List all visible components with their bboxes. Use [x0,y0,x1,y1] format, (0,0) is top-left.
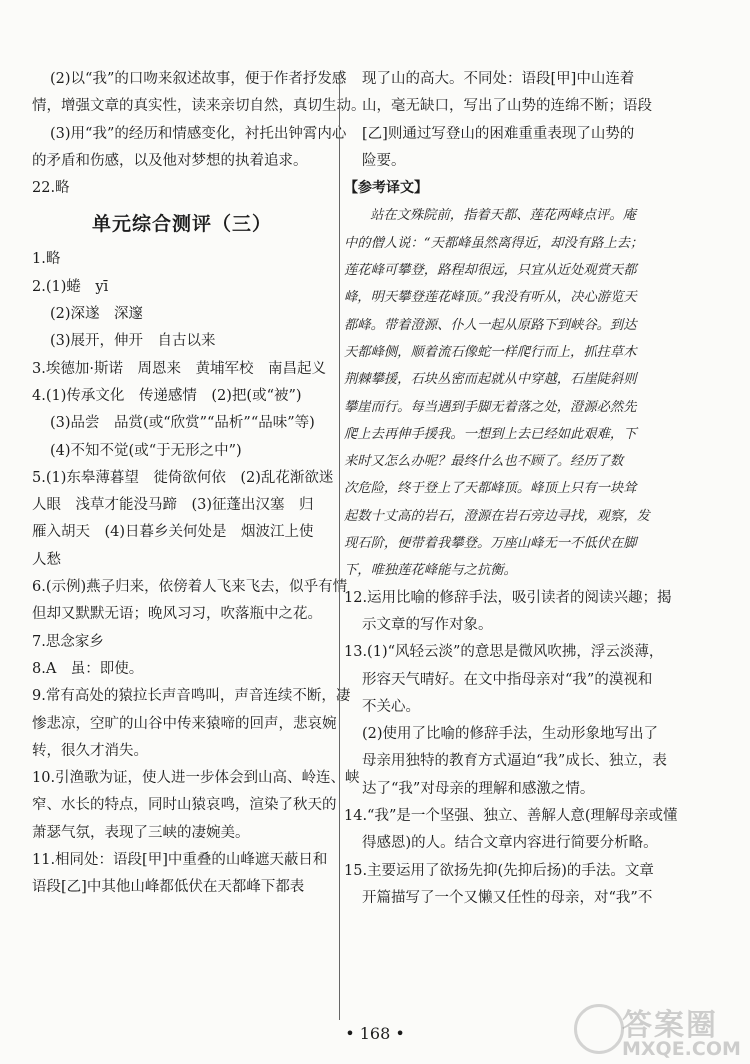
answer-line: 达了“我”对母亲的理解和感激之情。 [362,780,595,797]
answer-line: (2)使用了比喻的修辞手法，生动形象地写出了 [362,726,659,743]
translation-line: 都峰。带着澄源、仆人一起从原路下到峡谷。到达 [344,317,637,333]
section-title: 单元综合测评（三） [91,213,272,236]
watermark-url: MXQE.COM [622,1038,741,1060]
answer-line: 得感恩)的人。结合文章内容进行简要分析略。 [362,835,658,852]
watermark-logo-icon [574,1004,624,1054]
answer-line: 10.引渔歌为证，使人进一步体会到山高、岭连、峡 [32,770,360,787]
translation-line: 荆棘攀援，石块丛密而起就从中穿越，石崖陡斜则 [344,372,637,388]
answer-line: 险要。 [362,152,406,169]
translation-line: 天都峰侧，顺着流石像蛇一样爬行而上，抓拄草木 [344,344,637,360]
answer-line: 人眼 浅草才能没马蹄 (3)征蓬出汉塞 归 [32,497,314,514]
answer-line: 语段[乙]中其他山峰都低伏在天都峰下都表 [32,879,305,896]
translation-line: 起数十丈高的岩石，澄源在岩石旁边寻找，观察，发 [344,508,650,524]
answer-line: 母亲用独特的教育方式逼迫“我”成长、独立，表 [362,753,667,770]
answer-line: [乙]则通过写登山的困难重重表现了山势的 [362,125,635,142]
answer-line: 5.(1)东皋薄暮望 徙倚欲何依 (2)乱花渐欲迷 [32,469,334,486]
answer-line: 示文章的写作对象。 [362,616,493,633]
answer-line: 窄、水长的特点，同时山猿哀鸣，渲染了秋天的 [32,797,337,814]
translation-line: 峰，明天攀登莲花峰顶。”我没有听从，决心游览天 [344,290,637,306]
answer-line: 惨悲凉，空旷的山谷中传来猿啼的回声，悲哀婉 [32,715,337,732]
left-column [32,66,366,902]
answer-line: 4.(1)传承文化 传递感情 (2)把(或“被”) [32,387,302,404]
column-divider [339,72,340,1020]
translation-line: 中的僧人说：“天都峰虽然离得近，却没有路上去； [344,235,644,251]
answer-line: 开篇描写了一个又懒又任性的母亲，对“我”不 [362,889,653,906]
translation-line: 莲花峰可攀登，路程却很远，只宜从近处观赏天都 [344,263,637,279]
answer-line: 转，很久才消失。 [32,742,148,759]
answer-line: 的矛盾和伤感，以及他对梦想的执着追求。 [32,152,308,169]
translation-line: 现石阶，便带着我攀登。万座山峰无一不低伏在脚 [344,536,637,552]
answer-line: 但却又默默无语；晚风习习，吹落瓶中之花。 [32,606,322,623]
answer-line: 8.A 虽：即使。 [32,660,144,677]
answer-line: 不关心。 [362,698,420,715]
answer-line: 13.(1)“风轻云淡”的意思是微风吹拂，浮云淡薄， [344,644,664,661]
translation-line: 站在文殊院前，指着天都、莲花两峰点评。庵 [370,208,636,224]
answer-line: 雁入胡天 (4)日暮乡关何处是 烟波江上使 [32,524,314,541]
answer-line: 6.(示例)燕子归来，依傍着人飞来飞去，似乎有情 [32,579,348,596]
watermark [560,1000,750,1064]
translation-line: 爬上去再伸手援我。一想到上去已经如此艰难，下 [344,426,637,442]
answer-line: 形容天气晴好。在文中指母亲对“我”的漠视和 [362,671,653,688]
answer-line: 12.运用比喻的修辞手法，吸引读者的阅读兴趣；揭 [344,589,672,606]
watermark-text: 答案圈 [622,1008,718,1043]
answer-line: (3)展开，伸开 自古以来 [50,333,216,350]
answer-line: 22.略 [32,180,70,197]
translation-line: 次危险，终于登上了天都峰顶。峰顶上只有一块耸 [344,481,637,497]
answer-line: 14.“我”是一个坚强、独立、善解人意(理解母亲或懂 [344,808,678,825]
answer-line: 萧瑟气氛，表现了三峡的凄婉美。 [32,824,250,841]
answer-line: 人愁 [32,551,61,568]
right-column [344,66,729,912]
answer-line: 1.略 [32,251,61,268]
answer-line: (3)品尝 品赏(或“欣赏”“品析”“品味”等) [50,415,315,432]
answer-line: (2)以“我”的口吻来叙述故事，便于作者抒发感 [50,71,347,87]
answer-line: (4)不知不觉(或“于无形之中”) [50,442,242,459]
reference-translation-tag: 【参考译文】 [344,180,428,197]
answer-line: 2.(1)蜷 yī [32,278,109,295]
answer-line: 3.埃德加·斯诺 周恩来 黄埔军校 南昌起义 [32,360,326,377]
answer-line: 山，毫无缺口，写出了山势的连绵不断；语段 [362,98,652,115]
answer-line: 9.常有高处的猿拉长声音鸣叫，声音连续不断，凄 [32,688,351,705]
translation-line: 下，唯独莲花峰能与之抗衡。 [344,563,517,579]
answer-line: 7.思念家乡 [32,633,104,650]
answer-line: (3)用“我”的经历和情感变化，衬托出钟霄内心 [50,125,347,142]
answer-line: 11.相同处：语段[甲]中重叠的山峰遮天蔽日和 [32,852,328,869]
translation-line: 来时又怎么办呢？最终什么也不顾了。经历了数 [344,454,624,470]
answer-line: 15.主要运用了欲扬先抑(先抑后扬)的手法。文章 [344,862,654,879]
answer-line: 现了山的高大。不同处：语段[甲]中山连着 [362,71,635,87]
translation-line: 攀崖而行。每当遇到手脚无着落之处，澄源必然先 [344,399,637,415]
answer-line: 情，增强文章的真实性，读来亲切自然，真切生动。 [32,98,366,115]
page-number: • 168 • [345,1024,405,1043]
answer-line: (2)深遂 深邃 [50,306,144,323]
